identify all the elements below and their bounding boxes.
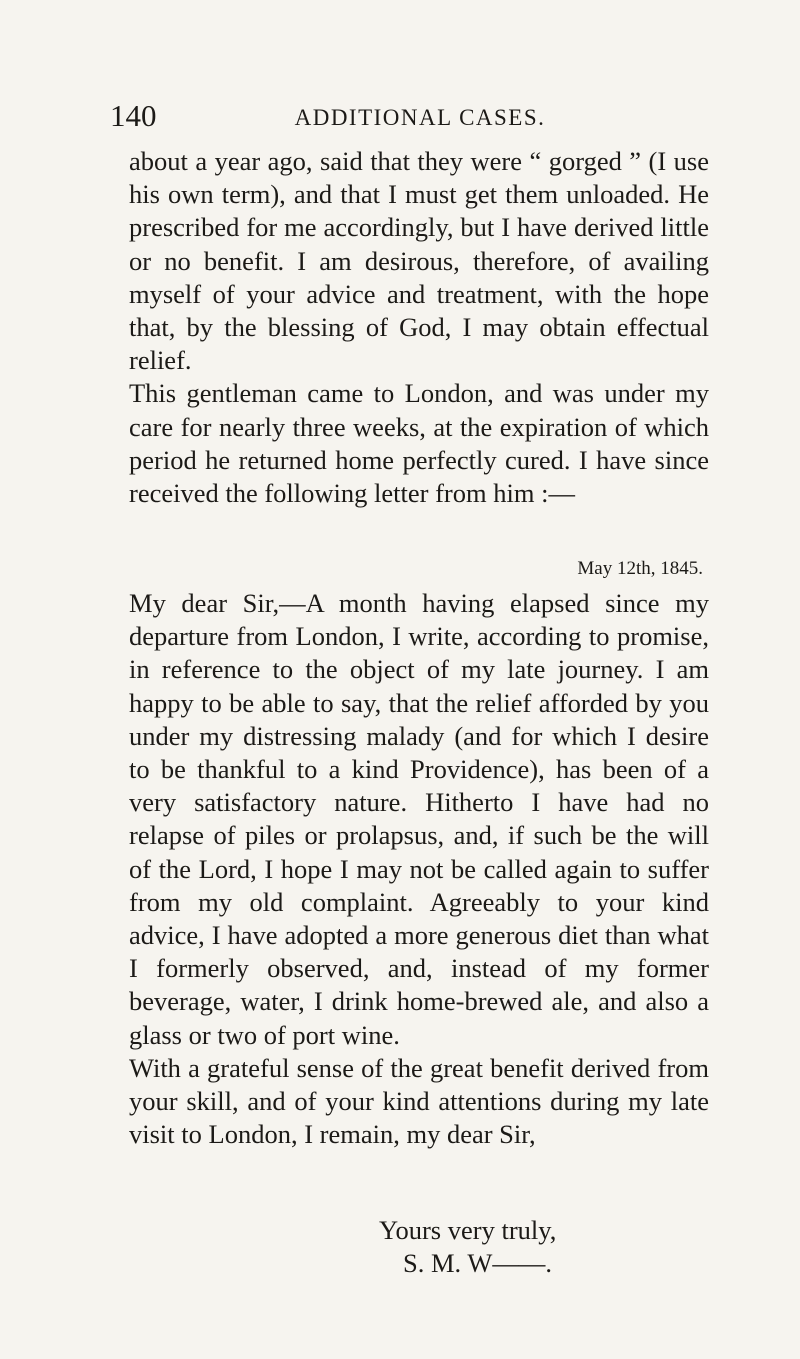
letter-paragraph-1: My dear Sir,—A month having elapsed since my departure from London, I write, according to promise, in reference to the object of my late journey. I am happy to be able to say, that the relief afforded by you under my distressing malady (and for which I desire to be thankful to a kind Providence), has been of a very satisfactory nature. Hitherto I have had no relapse of piles or prolapsus, and, if such be the will of the Lord, I hope I may not be called again to suffer from my old complaint. Agreeably to your kind advice, I have adopted a more generous diet than what I formerly observed, and, instead of my former beverage, water, I drink home-brewed ale, and also a glass or two of port wine. <box>129 588 709 1050</box>
letter-date: May 12th, 1845. <box>577 558 703 579</box>
body-paragraph-2: This gentleman came to London, and was under my care for nearly three weeks, at the expiration of which period he returned home perfectly cured. I have since received the following letter from him :— <box>129 378 709 509</box>
running-title: ADDITIONAL CASES. <box>294 105 546 130</box>
letter-signature: S. M. W——. <box>403 1248 552 1279</box>
letter-paragraph-2: With a grateful sense of the great benefit derived from your skill, and of your kind attentions during my late visit to London, I remain, my dear Sir, <box>129 1052 709 1150</box>
running-head <box>110 98 710 134</box>
page-number: 140 <box>110 98 157 133</box>
letter-body <box>129 587 709 1151</box>
letter-closing <box>129 1214 709 1280</box>
letter-valediction: Yours very truly, <box>379 1215 557 1245</box>
body-paragraph-1: about a year ago, said that they were “ gorged ” (I use his own term), and that I must get them unloaded. He prescribed for me accordingly, but I have derived little or no benefit. I am desirous, therefore, of availing myself of your advice and treatment, with the hope that, by the blessing of God, I may obtain effectual relief. <box>129 146 709 376</box>
body-text <box>129 145 709 510</box>
